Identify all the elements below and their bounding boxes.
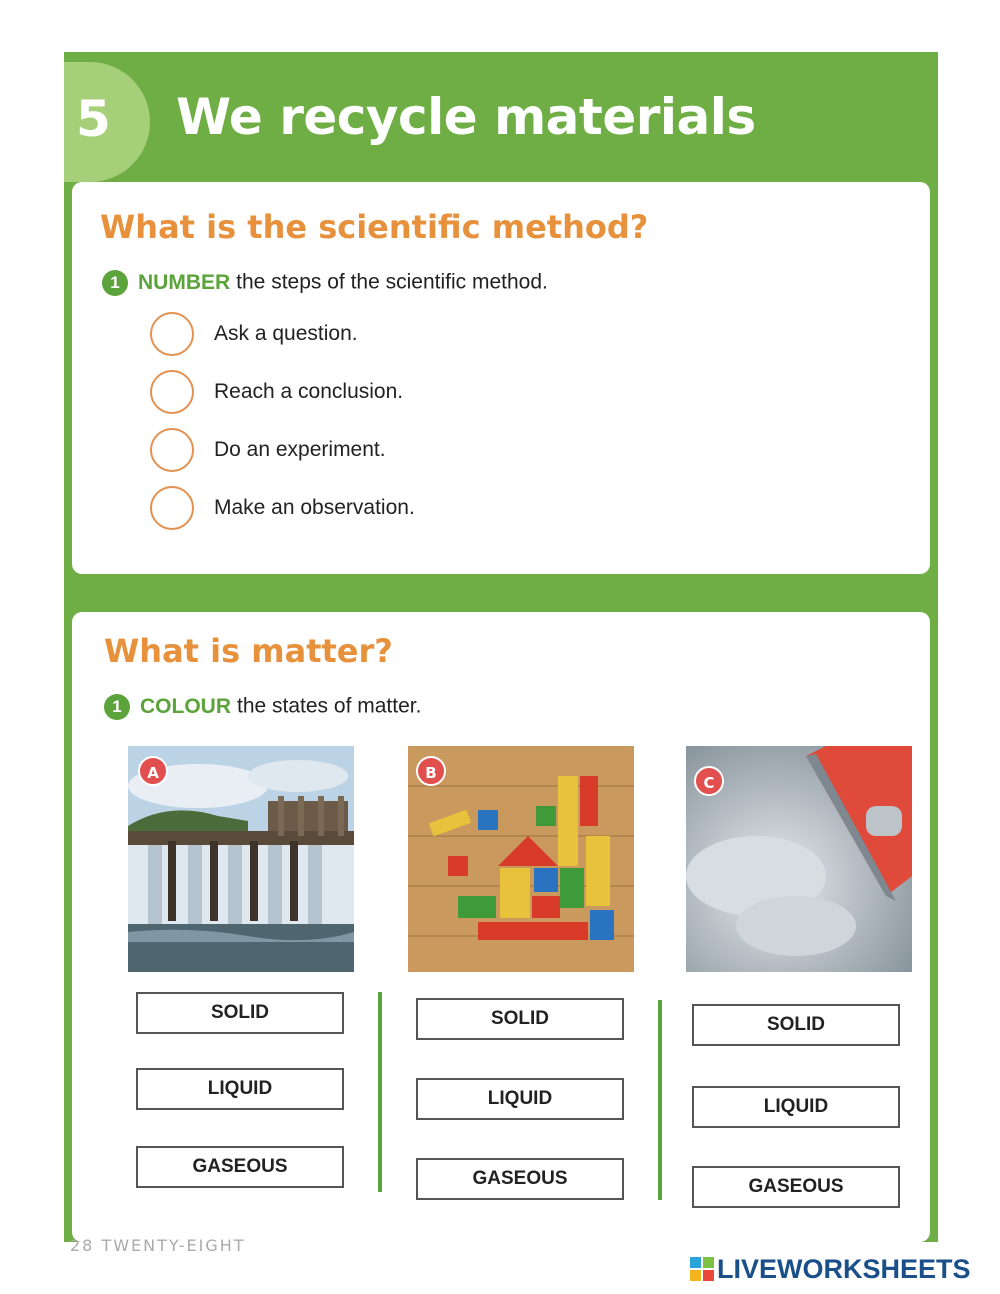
unit-number: 5 (76, 90, 111, 148)
step-number-input[interactable] (150, 312, 194, 356)
option-liquid-c[interactable]: LIQUID (692, 1086, 900, 1128)
step-text: Ask a question. (214, 322, 358, 345)
section-title-matter: What is matter? (104, 632, 393, 670)
picture-tag-b: B (416, 756, 446, 786)
instruction-text: the steps of the scientific method. (236, 270, 548, 294)
picture-tag-a: A (138, 756, 168, 786)
brand-name: LIVEWORKSHEETS (717, 1254, 971, 1284)
option-liquid-a[interactable]: LIQUID (136, 1068, 344, 1110)
option-gaseous-c[interactable]: GASEOUS (692, 1166, 900, 1208)
scientific-method-panel (72, 182, 930, 574)
instruction-colour-states (104, 694, 421, 720)
option-gaseous-b[interactable]: GASEOUS (416, 1158, 624, 1200)
liveworksheets-brand (690, 1254, 971, 1285)
column-divider (658, 1000, 662, 1200)
instruction-verb: COLOUR (140, 694, 231, 718)
exercise-number-badge: 1 (104, 694, 130, 720)
instruction-verb: NUMBER (138, 270, 231, 294)
option-solid-a[interactable]: SOLID (136, 992, 344, 1034)
step-text: Do an experiment. (214, 438, 386, 461)
option-solid-b[interactable]: SOLID (416, 998, 624, 1040)
exercise-number-badge: 1 (102, 270, 128, 296)
unit-title: We recycle materials (176, 88, 756, 146)
unit-badge (64, 62, 150, 182)
instruction-number-steps (102, 270, 548, 296)
step-number-input[interactable] (150, 370, 194, 414)
step-number-input[interactable] (150, 486, 194, 530)
page-number-label: 28 TWENTY-EIGHT (70, 1236, 246, 1255)
step-text: Make an observation. (214, 496, 415, 519)
column-divider (378, 992, 382, 1192)
step-text: Reach a conclusion. (214, 380, 404, 403)
step-number-input[interactable] (150, 428, 194, 472)
picture-tag-c: C (694, 766, 724, 796)
option-gaseous-a[interactable]: GASEOUS (136, 1146, 344, 1188)
instruction-text: the states of matter. (237, 694, 422, 718)
option-liquid-b[interactable]: LIQUID (416, 1078, 624, 1120)
option-solid-c[interactable]: SOLID (692, 1004, 900, 1046)
section-title-scientific-method: What is the scientific method? (100, 208, 649, 246)
liveworksheets-logo-icon (690, 1257, 714, 1281)
